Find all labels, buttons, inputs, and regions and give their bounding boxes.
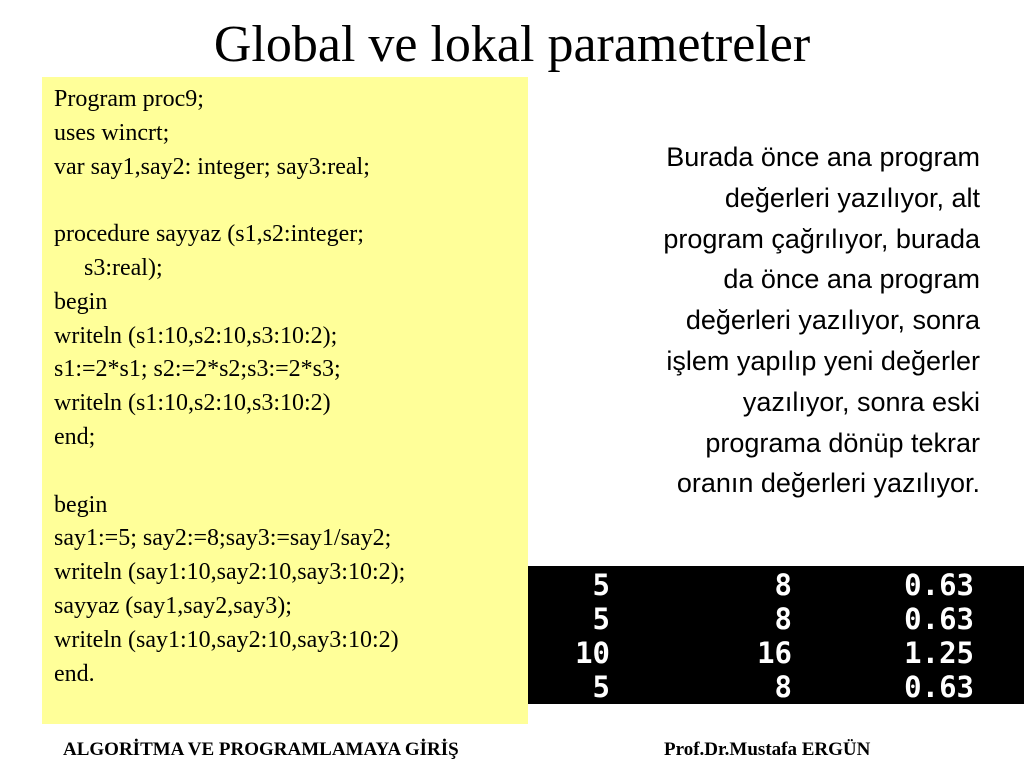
- code-line: begin: [54, 491, 108, 518]
- code-line: begin: [54, 288, 108, 315]
- code-line: sayyaz (say1,say2,say3);: [54, 592, 292, 619]
- output-say3: 0.63: [904, 670, 974, 704]
- output-row: [528, 636, 1024, 671]
- description-line: Burada önce ana program: [666, 142, 980, 172]
- code-line: procedure sayyaz (s1,s2:integer;: [54, 221, 364, 248]
- output-say2: 8: [774, 670, 792, 704]
- description-line: değerleri yazılıyor, sonra: [685, 305, 980, 336]
- code-line: writeln (s1:10,s2:10,s3:10:2);: [54, 322, 338, 349]
- output-row: [528, 602, 1024, 637]
- description-line: oranın değerleri yazılıyor.: [676, 468, 980, 499]
- footer-author: Prof.Dr.Mustafa ERGÜN: [664, 739, 871, 760]
- output-say1: 5: [592, 670, 610, 704]
- footer-course-title: ALGORİTMA VE PROGRAMLAMAYA GİRİŞ: [63, 739, 459, 760]
- code-line: end;: [54, 423, 96, 450]
- description-line: değerleri yazılıyor, alt: [724, 182, 980, 213]
- output-say2: 8: [774, 602, 792, 636]
- code-line: var say1,say2: integer; say3:real;: [54, 153, 370, 180]
- slide-title: Global ve lokal parametreler: [213, 16, 811, 73]
- description-line: programa dönüp tekrar: [705, 427, 980, 458]
- code-line: uses wincrt;: [54, 119, 170, 146]
- code-line: writeln (s1:10,s2:10,s3:10:2): [54, 390, 331, 417]
- description-line: işlem yapılıp yeni değerler: [666, 345, 980, 376]
- description-line: da önce ana program: [723, 264, 980, 295]
- code-line: say1:=5; say2:=8;say3:=say1/say2;: [54, 525, 392, 552]
- output-say2: 8: [774, 568, 792, 602]
- program-output-console: [528, 566, 1024, 704]
- output-say1: 5: [592, 568, 610, 602]
- output-say3: 0.63: [904, 602, 974, 636]
- output-say3: 0.63: [904, 568, 974, 602]
- code-line: writeln (say1:10,say2:10,say3:10:2): [54, 626, 399, 653]
- code-line: s3:real);: [54, 254, 163, 281]
- code-line: end.: [54, 660, 95, 687]
- code-line: s1:=2*s1; s2:=2*s2;s3:=2*s3;: [54, 356, 341, 383]
- output-row: [528, 568, 1024, 603]
- description-line: yazılıyor, sonra eski: [742, 386, 980, 417]
- output-say2: 16: [757, 636, 792, 670]
- code-listing-box: [42, 77, 528, 724]
- output-say1: 5: [592, 602, 610, 636]
- output-say1: 10: [575, 636, 610, 670]
- code-line: [54, 455, 528, 489]
- description-text: [548, 137, 980, 504]
- code-line: writeln (say1:10,say2:10,say3:10:2);: [54, 559, 406, 586]
- code-line: Program proc9;: [54, 86, 204, 112]
- description-line: program çağrılıyor, burada: [663, 223, 980, 254]
- code-line: [54, 184, 528, 218]
- output-row: [528, 670, 1024, 705]
- output-say3: 1.25: [904, 636, 974, 670]
